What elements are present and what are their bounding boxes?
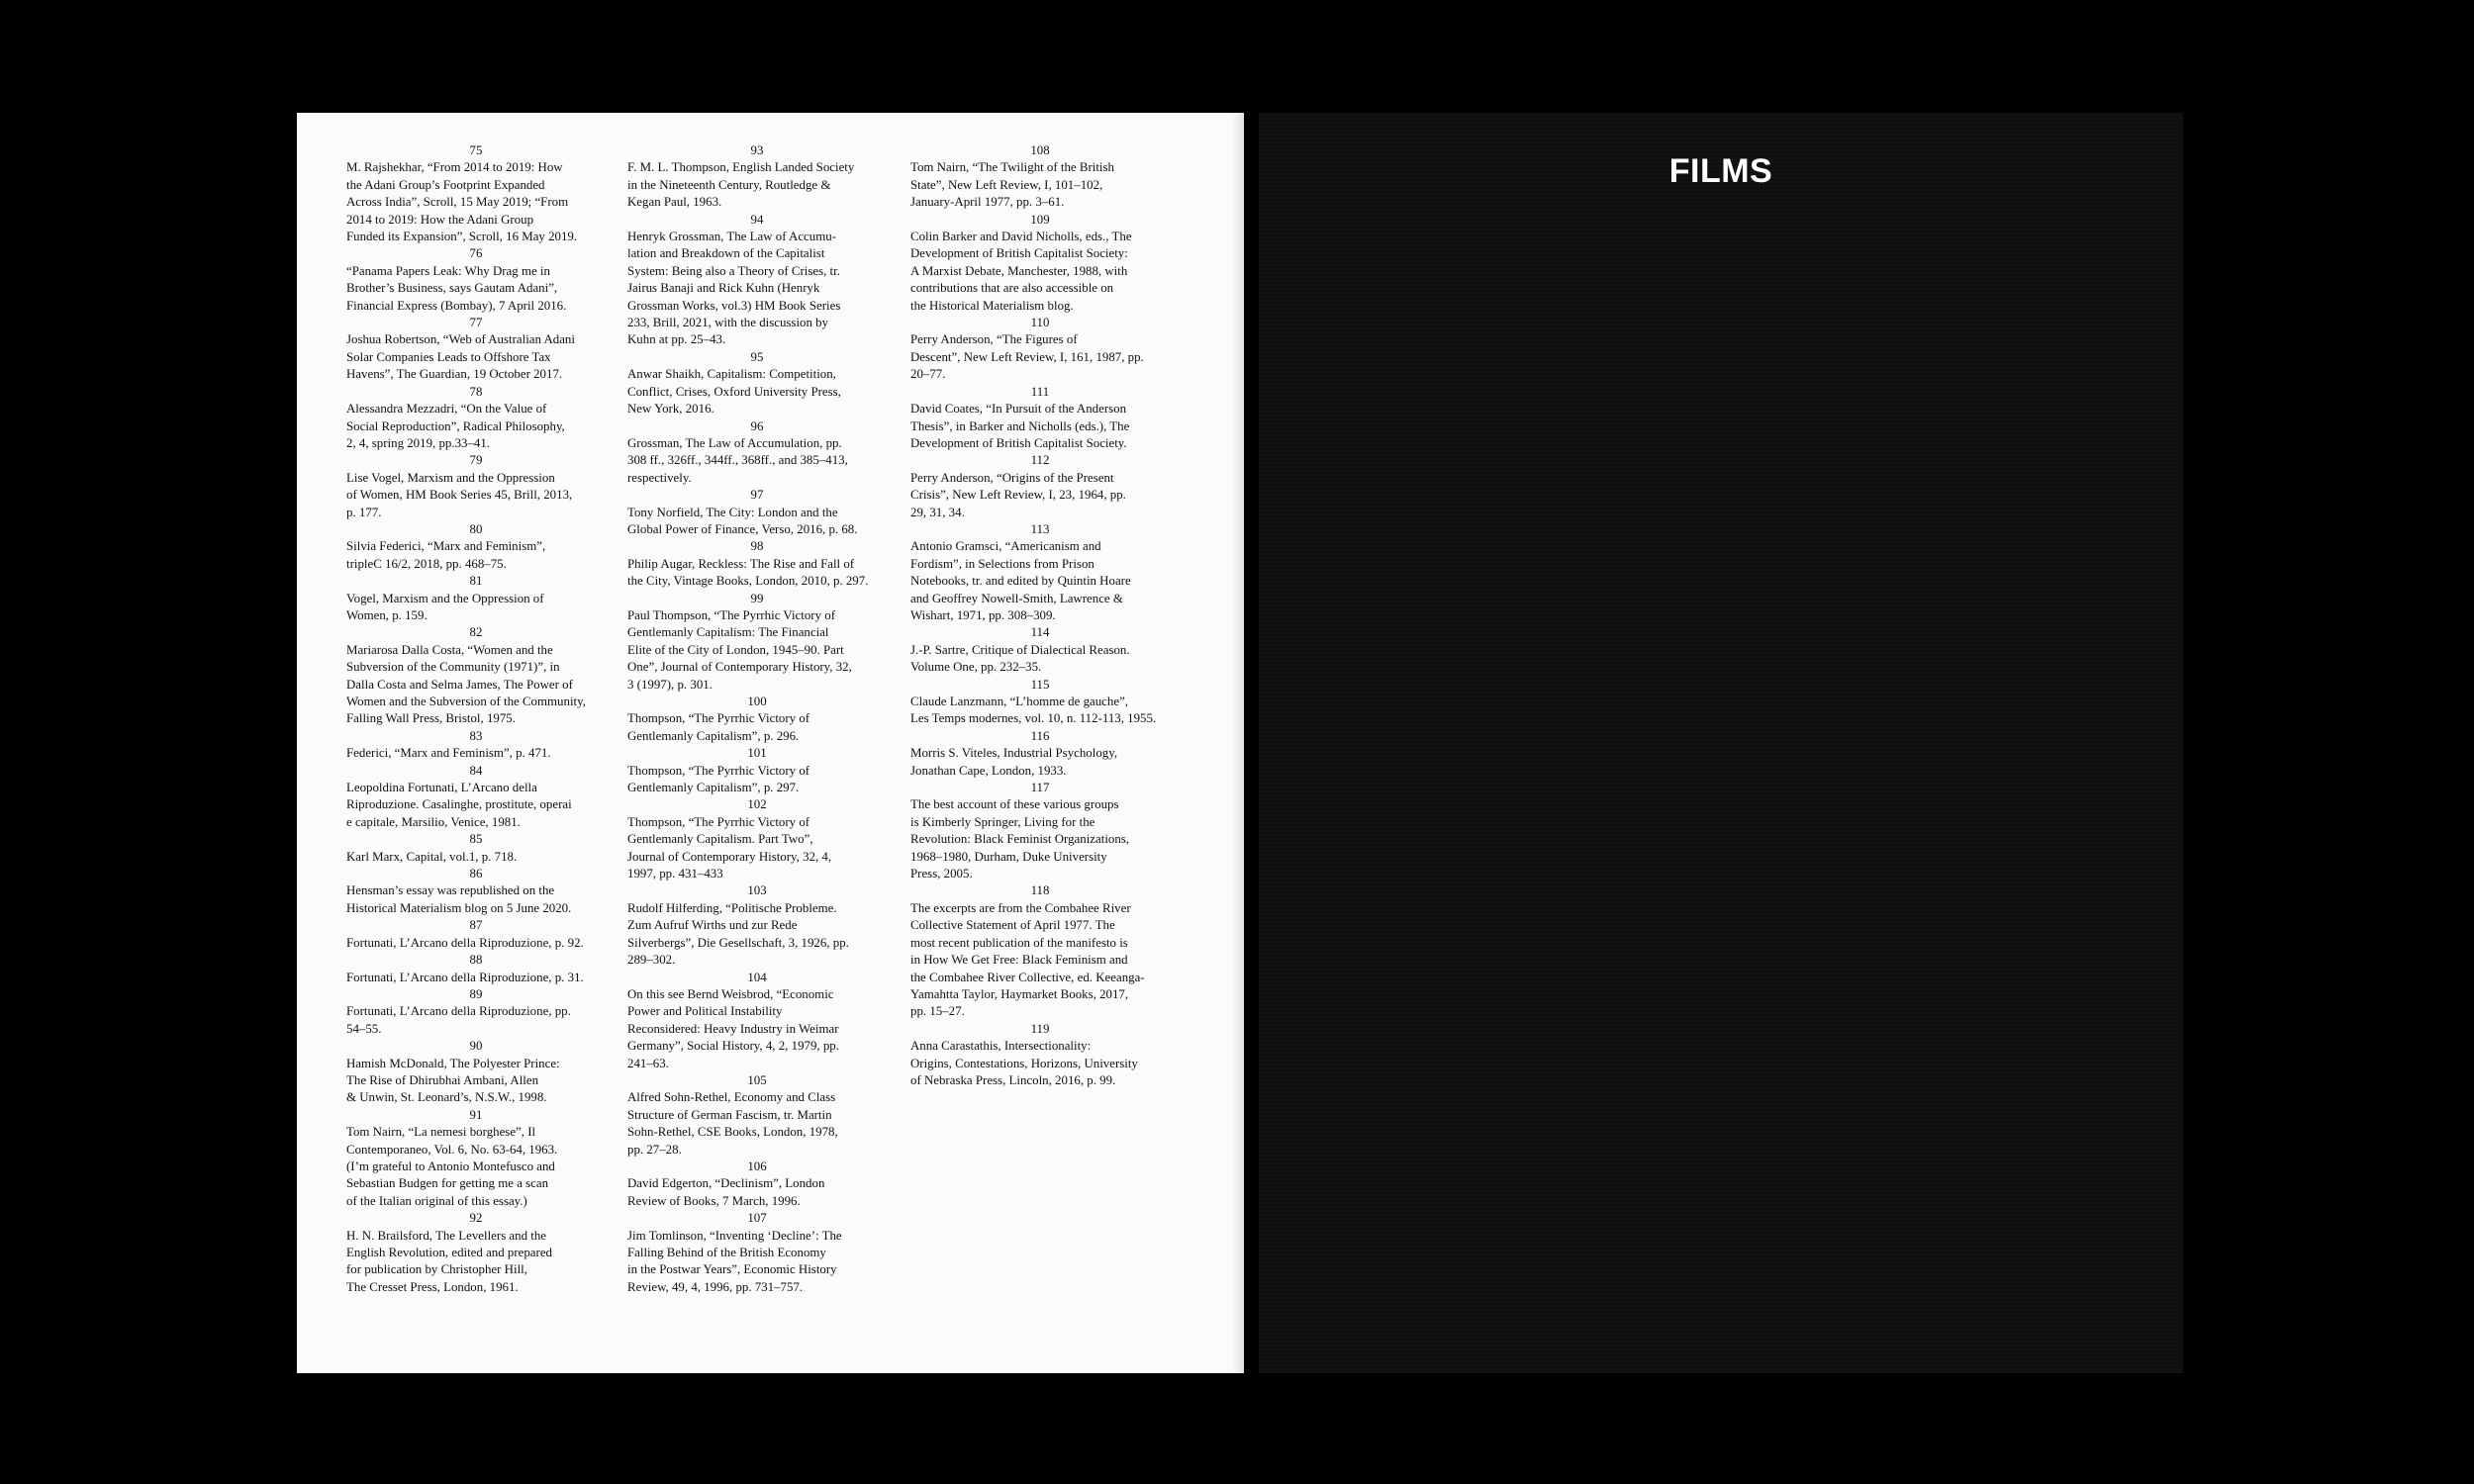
endnote-number: 86 (469, 867, 483, 881)
endnote-number: 85 (469, 832, 483, 847)
endnote (627, 418, 887, 488)
endnote (346, 986, 606, 1038)
book-gutter-shadow (1232, 113, 1258, 1373)
endnote (346, 1210, 606, 1296)
endnote-text: On this see Bernd Weisbrod, “Economic Power and Political Instability Reconsidered: Heavy Industry in Weimar Germany”, Social History, 4, 2, 1979, pp. 241–63. (627, 986, 839, 1070)
endnote-text: Karl Marx, Capital, vol.1, p. 718. (346, 849, 518, 864)
endnote-number: 108 (1030, 143, 1050, 157)
endnote-text: Grossman, The Law of Accumulation, pp. 308 ff., 326ff., 344ff., 368ff., and 385–413, respectively. (627, 435, 848, 485)
endnote-number: 103 (747, 883, 767, 898)
endnote-number: 88 (469, 953, 483, 968)
endnote (627, 1159, 887, 1210)
endnote-text: Colin Barker and David Nicholls, eds., The Development of British Capitalist Society: A Marxist Debate, Manchester, 1988, with contributions that are also accessible on the Historical Materialism blog. (910, 230, 1132, 313)
endnote-text: Rudolf Hilferding, “Politische Probleme. Zum Aufruf Wirths und zur Rede Silverbergs”, Die Gesellschaft, 3, 1926, pp. 289–302. (627, 900, 849, 968)
endnote (910, 882, 1170, 1020)
endnote (910, 728, 1170, 780)
endnote (346, 763, 606, 832)
endnote (627, 970, 887, 1072)
endnote-number: 111 (1030, 384, 1050, 399)
endnote-number: 97 (750, 488, 764, 503)
endnote-number: 89 (469, 986, 483, 1001)
endnote-number: 118 (1030, 883, 1050, 898)
endnote-text: Thompson, “The Pyrrhic Victory of Gentlemanly Capitalism”, p. 296. (627, 711, 810, 743)
endnote-number: 98 (750, 539, 764, 554)
endnote-number: 115 (1030, 677, 1050, 692)
endnote (627, 538, 887, 590)
films-title: FILMS (1668, 152, 1773, 190)
endnote-text: Perry Anderson, “Origins of the Present Crisis”, New Left Review, I, 23, 1964, pp. 29, 31, 34. (910, 470, 1126, 519)
endnote-text: David Coates, “In Pursuit of the Anderson Thesis”, in Barker and Nicholls (eds.), The Development of British Capitalist Society. (910, 402, 1130, 450)
endnote-number: 107 (747, 1211, 767, 1226)
endnote-text: J.-P. Sartre, Critique of Dialectical Reason. Volume One, pp. 232–35. (910, 642, 1130, 675)
notes-column-2 (627, 142, 887, 1296)
endnote-text: Tom Nairn, “The Twilight of the British State”, New Left Review, I, 101–102, January-April 1977, pp. 3–61. (910, 160, 1114, 210)
endnote-text: The best account of these various groups is Kimberly Springer, Living for the Revolution: Black Feminist Organizations, 1968–1980, Durham, Duke University Press, 2005. (910, 797, 1130, 881)
endnote-number: 101 (747, 746, 767, 761)
endnote-number: 92 (469, 1211, 483, 1226)
endnote (627, 882, 887, 969)
endnote-text: Leopoldina Fortunati, L’Arcano della Riproduzione. Casalinghe, prostitute, operai e capitale, Marsilio, Venice, 1981. (346, 781, 572, 829)
endnote (346, 245, 606, 315)
endnote-text: Thompson, “The Pyrrhic Victory of Gentlemanly Capitalism”, p. 297. (627, 763, 810, 795)
endnote-text: The excerpts are from the Combahee River Collective Statement of April 1977. The most recent publication of the manifesto is in How We Get Free: Black Feminism and the Combahee River Collective, ed. Keeanga- Yamahtta Taylor, Haymarket Books, 2017, pp. 15–27. (910, 900, 1145, 1019)
endnote-number: 90 (469, 1039, 483, 1054)
endnote (627, 1072, 887, 1159)
endnote (627, 487, 887, 538)
endnote-text: Joshua Robertson, “Web of Australian Adani Solar Companies Leads to Offshore Tax Havens”, The Guardian, 19 October 2017. (346, 332, 575, 382)
endnote-text: Fortunati, L’Arcano della Riproduzione, p. 31. (346, 970, 584, 984)
endnote (627, 796, 887, 882)
endnote (910, 142, 1170, 212)
endnote (627, 212, 887, 349)
endnote (346, 1038, 606, 1107)
endnote-text: Vogel, Marxism and the Oppression of Women, p. 159. (346, 591, 544, 622)
endnote (346, 728, 606, 763)
endnote-number: 114 (1030, 625, 1050, 640)
endnote-text: Federici, “Marx and Feminism”, p. 471. (346, 746, 551, 761)
endnote (910, 384, 1170, 453)
endnote (627, 745, 887, 796)
endnote-number: 102 (747, 797, 767, 812)
endnote (910, 677, 1170, 728)
endnote-number: 110 (1030, 316, 1050, 330)
endnote (910, 521, 1170, 624)
endnote-text: Hensman’s essay was republished on the Historical Materialism blog on 5 June 2020. (346, 883, 572, 915)
endnote-number: 87 (469, 918, 483, 933)
endnote-text: Jim Tomlinson, “Inventing ‘Decline’: The Falling Behind of the British Economy in the Postwar Years”, Economic History Review, 49, 4, 1996, pp. 731–757. (627, 1228, 842, 1294)
endnote (910, 780, 1170, 882)
endnote-number: 83 (469, 728, 483, 743)
endnote-text: Antonio Gramsci, “Americanism and Fordism”, in Selections from Prison Notebooks, tr. and edited by Quintin Hoare and Geoffrey Nowell-Smith, Lawrence & Wishart, 1971, pp. 308–309. (910, 539, 1131, 622)
endnote (627, 142, 887, 212)
endnote-number: 84 (469, 763, 483, 778)
endnote-text: Fortunati, L’Arcano della Riproduzione, p. 92. (346, 935, 584, 950)
endnote-number: 113 (1030, 521, 1050, 536)
notes-column-3 (910, 142, 1170, 1089)
films-page (1259, 113, 2183, 1373)
endnote-text: Anna Carastathis, Intersectionality: Origins, Contestations, Horizons, University of Nebraska Press, Lincoln, 2016, p. 99. (910, 1039, 1138, 1087)
endnote-number: 91 (469, 1107, 483, 1122)
endnote (346, 384, 606, 453)
endnote-number: 75 (469, 143, 483, 157)
endnote (346, 521, 606, 573)
endnote-number: 116 (1030, 728, 1050, 743)
endnote-text: Alessandra Mezzadri, “On the Value of Social Reproduction”, Radical Philosophy, 2, 4, spring 2019, pp.33–41. (346, 402, 565, 450)
endnote-text: Thompson, “The Pyrrhic Victory of Gentlemanly Capitalism. Part Two”, Journal of Contemporary History, 32, 4, 1997, pp. 431–433 (627, 814, 832, 881)
endnote-text: H. N. Brailsford, The Levellers and the English Revolution, edited and prepared for publication by Christopher Hill, The Cresset Press, London, 1961. (346, 1228, 552, 1294)
endnote (627, 591, 887, 694)
endnote-number: 104 (747, 970, 767, 984)
endnote (346, 1107, 606, 1210)
endnote-text: “Panama Papers Leak: Why Drag me in Brother’s Business, says Gautam Adani”, Financial Express (Bombay), 7 April 2016. (346, 263, 567, 313)
endnote (346, 952, 606, 986)
endnote (627, 694, 887, 745)
endnote-number: 82 (469, 625, 483, 640)
endnote-text: Fortunati, L’Arcano della Riproduzione, pp. 54–55. (346, 1004, 571, 1036)
endnote-number: 119 (1030, 1021, 1050, 1036)
endnote (627, 349, 887, 418)
endnote-text: F. M. L. Thompson, English Landed Society in the Nineteenth Century, Routledge & Kegan Paul, 1963. (627, 160, 855, 210)
endnote-text: Lise Vogel, Marxism and the Oppression of Women, HM Book Series 45, Brill, 2013, p. 177. (346, 470, 573, 519)
endnote (346, 624, 606, 727)
endnote-number: 106 (747, 1159, 767, 1173)
endnote-number: 105 (747, 1072, 767, 1087)
endnote-text: Hamish McDonald, The Polyester Prince: The Rise of Dhirubhai Ambani, Allen & Unwin, St. Leonard’s, N.S.W., 1998. (346, 1056, 560, 1105)
endnote-text: Anwar Shaikh, Capitalism: Competition, Conflict, Crises, Oxford University Press, New York, 2016. (627, 367, 841, 417)
endnote-text: Tony Norfield, The City: London and the Global Power of Finance, Verso, 2016, p. 68. (627, 505, 858, 536)
endnote-number: 117 (1030, 781, 1050, 795)
endnote-text: Silvia Federici, “Marx and Feminism”, tripleC 16/2, 2018, pp. 468–75. (346, 539, 546, 571)
endnote-number: 80 (469, 521, 483, 536)
endnote (346, 831, 606, 866)
endnote-text: Philip Augar, Reckless: The Rise and Fall of the City, Vintage Books, London, 2010, p. 297. (627, 556, 869, 589)
endnote-text: Perry Anderson, “The Figures of Descent”, New Left Review, I, 161, 1987, pp. 20–77. (910, 332, 1144, 382)
endnote-number: 109 (1030, 212, 1050, 227)
endnote (910, 212, 1170, 315)
endnote (346, 142, 606, 245)
endnote-text: Paul Thompson, “The Pyrrhic Victory of Gentlemanly Capitalism: The Financial Elite of the City of London, 1945–90. Part One”, Journal of Contemporary History, 32, 3 (1997), p. 301. (627, 607, 852, 692)
endnote (346, 866, 606, 917)
endnote-text: Henryk Grossman, The Law of Accumu- lation and Breakdown of the Capitalist System: Being also a Theory of Crises, tr. Jairus Banaji and Rick Kuhn (Henryk Grossman Works, vol.3) HM Book Series 233, Brill, 2021, with the discussion by Kuhn at pp. 25–43. (627, 230, 841, 347)
endnote-number: 100 (747, 695, 767, 708)
endnote (346, 917, 606, 952)
endnote-number: 95 (750, 349, 764, 364)
endnotes-page (297, 113, 1244, 1373)
endnote-text: Tom Nairn, “La nemesi borghese”, Il Contemporaneo, Vol. 6, No. 63-64, 1963. (I’m grateful to Antonio Montefusco and Sebastian Budgen for getting me a scan of the Italian original of this essay.) (346, 1125, 558, 1208)
endnote-number: 76 (469, 246, 483, 261)
endnote-number: 79 (469, 453, 483, 468)
endnote (346, 315, 606, 384)
endnote-number: 78 (469, 384, 483, 399)
notes-column-1 (346, 142, 606, 1296)
endnote-text: Alfred Sohn-Rethel, Economy and Class Structure of German Fascism, tr. Martin Sohn-Rethel, CSE Books, London, 1978, pp. 27–28. (627, 1090, 838, 1157)
endnote-number: 96 (750, 418, 764, 433)
endnote-text: David Edgerton, “Declinism”, London Review of Books, 7 March, 1996. (627, 1176, 825, 1208)
endnote (910, 624, 1170, 676)
endnote-text: Mariarosa Dalla Costa, “Women and the Subversion of the Community (1971)”, in Dalla Costa and Selma James, The Power of Women and the Subversion of the Community, Falling Wall Press, Bristol, 1975. (346, 642, 586, 726)
endnote (910, 1021, 1170, 1090)
endnote-number: 99 (750, 591, 764, 605)
endnote (346, 573, 606, 624)
endnote-number: 81 (469, 574, 483, 589)
endnote-text: M. Rajshekhar, “From 2014 to 2019: How the Adani Group’s Footprint Expanded Across India”, Scroll, 15 May 2019; “From 2014 to 2019: How the Adani Group Funded its Expansion”, Scroll, 16 May 2019. (346, 160, 578, 244)
endnote (910, 452, 1170, 521)
endnote (346, 452, 606, 521)
endnote (910, 315, 1170, 384)
endnote (627, 1210, 887, 1296)
endnote-number: 77 (469, 316, 483, 330)
endnote-number: 112 (1030, 453, 1050, 468)
endnote-text: Claude Lanzmann, “L’homme de gauche”, Les Temps modernes, vol. 10, n. 112-113, 1955. (910, 695, 1157, 726)
endnote-number: 94 (750, 212, 764, 227)
endnote-text: Morris S. Viteles, Industrial Psychology, Jonathan Cape, London, 1933. (910, 746, 1118, 778)
endnote-number: 93 (750, 143, 764, 157)
